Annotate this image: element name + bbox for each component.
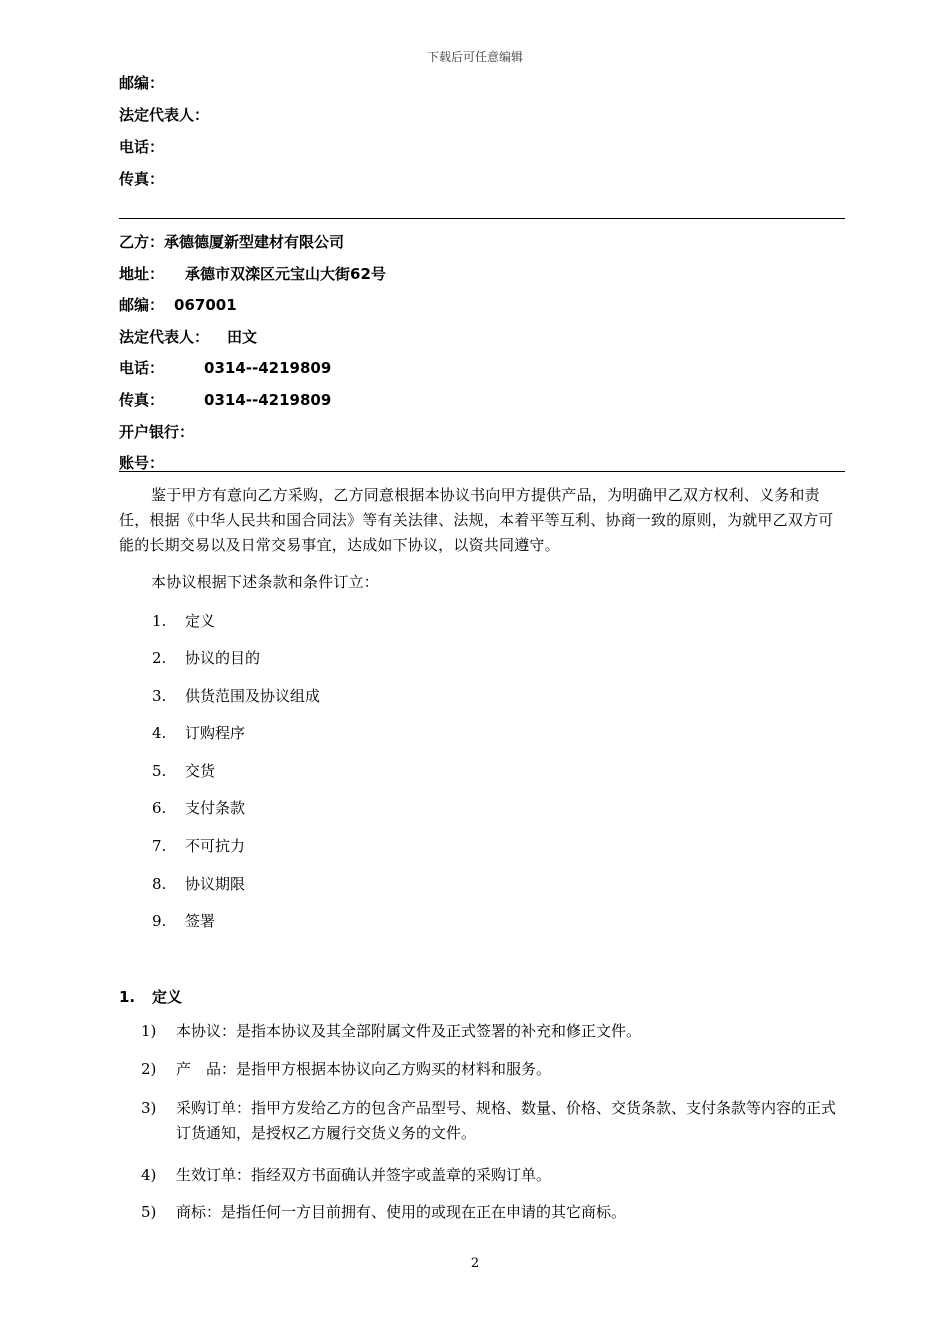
toc-num: 7.: [152, 837, 167, 855]
item-text: 采购订单：指甲方发给乙方的包含产品型号、规格、数量、价格、交货条款、支付条款等内容的正式订货通知，是授权乙方履行交货义务的文件。: [176, 1099, 837, 1142]
toc-num: 1.: [152, 612, 167, 630]
definition-item: [141, 1096, 845, 1146]
party-b-account: [119, 452, 164, 473]
toc-item: [152, 722, 245, 743]
toc-item: [152, 835, 245, 856]
section-heading: [119, 986, 182, 1007]
party-a-representative: [119, 104, 209, 125]
item-num: 3): [141, 1099, 157, 1117]
item-text: 本协议：是指本协议及其全部附属文件及正式签署的补充和修正文件。: [176, 1022, 642, 1040]
toc-num: 4.: [152, 724, 167, 742]
field-label: 电话：: [119, 359, 165, 377]
toc-text: 协议的目的: [185, 649, 261, 667]
toc-text: 定义: [185, 612, 216, 630]
party-b-fax: [119, 389, 331, 410]
party-b-postcode: [119, 294, 237, 315]
toc-item: [152, 647, 260, 668]
section-num: 1.: [119, 988, 136, 1006]
party-b-representative: [119, 326, 257, 347]
item-text: 产 品：是指甲方根据本协议向乙方购买的材料和服务。: [176, 1060, 552, 1078]
page-number: 2: [470, 1256, 480, 1271]
toc-text: 订购程序: [185, 724, 246, 742]
field-label: 邮编：: [119, 74, 165, 92]
field-label: 开户银行：: [119, 423, 195, 441]
field-label: 法定代表人：: [119, 106, 210, 124]
field-label: 电话：: [119, 138, 165, 156]
toc-text: 协议期限: [185, 875, 246, 893]
party-a-postcode: [119, 72, 164, 93]
field-label: 地址：: [119, 265, 165, 283]
toc-item: [152, 610, 215, 631]
party-a-fax: [119, 168, 164, 189]
toc-num: 2.: [152, 649, 167, 667]
party-b-bank: [119, 421, 194, 442]
item-num: 5): [141, 1203, 157, 1221]
toc-num: 9.: [152, 912, 167, 930]
field-label: 邮编：: [119, 296, 165, 314]
toc-num: 6.: [152, 799, 167, 817]
section-title: 定义: [152, 988, 183, 1006]
toc-item: [152, 760, 215, 781]
field-value: 承德市双滦区元宝山大街62号: [185, 265, 386, 283]
toc-item: [152, 910, 215, 931]
toc-text: 支付条款: [185, 799, 246, 817]
toc-num: 5.: [152, 762, 167, 780]
definition-item: [141, 1200, 845, 1225]
party-b-phone: [119, 357, 331, 378]
toc-item: [152, 797, 245, 818]
toc-item: [152, 873, 245, 894]
item-text: 生效订单：指经双方书面确认并签字或盖章的采购订单。: [176, 1166, 552, 1184]
header-note: 下载后可任意编辑: [426, 50, 523, 64]
divider-bottom: [119, 471, 845, 472]
field-label: 传真：: [119, 391, 165, 409]
toc-text: 不可抗力: [185, 837, 246, 855]
divider-top: [119, 218, 845, 219]
field-label: 法定代表人：: [119, 328, 210, 346]
item-num: 1): [141, 1022, 157, 1040]
party-b-title: 乙方：承德德厦新型建材有限公司: [119, 233, 345, 251]
intro-paragraph: 本协议根据下述条款和条件订立：: [151, 573, 380, 591]
preamble-paragraph: 鉴于甲方有意向乙方采购，乙方同意根据本协议书向甲方提供产品，为明确甲乙双方权利、义务和责任，根据《中华人民共和国合同法》等有关法律、法规，本着平等互利、协商一致的原则，为就甲乙双方可能的长期交易以及日常交易事宜，达成如下协议，以资共同遵守。: [119, 486, 834, 554]
field-value: 0314--4219809: [204, 359, 332, 377]
field-label: 账号：: [119, 454, 165, 472]
field-label: 传真：: [119, 170, 165, 188]
toc-num: 3.: [152, 687, 167, 705]
item-text: 商标：是指任何一方目前拥有、使用的或现在正在申请的其它商标。: [176, 1203, 627, 1221]
item-num: 2): [141, 1060, 157, 1078]
definition-item: [141, 1019, 845, 1044]
toc-text: 供货范围及协议组成: [185, 687, 321, 705]
toc-num: 8.: [152, 875, 167, 893]
party-a-phone: [119, 136, 164, 157]
field-value: 田文: [227, 328, 258, 346]
party-b-address: [119, 263, 386, 284]
item-num: 4): [141, 1166, 157, 1184]
toc-text: 交货: [185, 762, 216, 780]
field-value: 067001: [174, 296, 237, 314]
toc-item: [152, 685, 320, 706]
definition-item: [141, 1057, 845, 1082]
field-value: 0314--4219809: [204, 391, 332, 409]
definition-item: [141, 1163, 845, 1188]
toc-text: 签署: [185, 912, 216, 930]
